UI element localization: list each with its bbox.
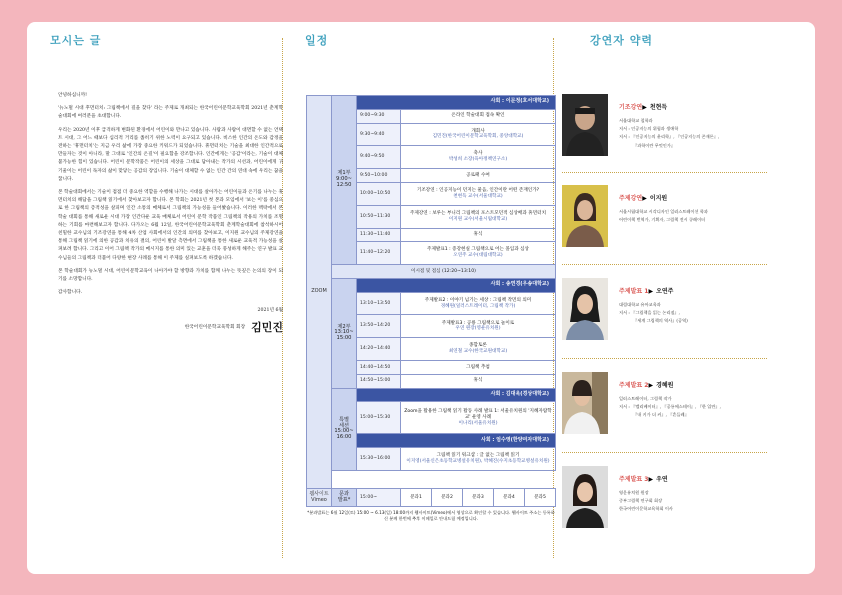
speaker-name: 경혜원	[656, 382, 674, 389]
program-cell	[401, 361, 556, 375]
speaker-desc-line: 중부그림책 연구회 회장	[619, 498, 663, 504]
program-presenter: 박성희 소장(육아정책연구소)	[448, 157, 508, 163]
time-cell: 13:50~14:20	[357, 315, 401, 338]
letter-title: 모시는 글	[50, 34, 102, 47]
time-cell: 9:40~9:50	[357, 146, 401, 169]
speaker-role: 주제발표 3	[619, 476, 649, 483]
program-title: 휴식	[473, 378, 483, 384]
program-title: 주제강연 : 보루는 부니리 그림책의 포스트모던적 심상배과 휴먼터치	[409, 210, 547, 216]
speaker-role: 기조강연	[619, 104, 643, 111]
speaker-desc-line: 저서 : 『그림책을 읽는 논리점』,	[619, 310, 680, 316]
program-title: 주제발표1 : 증강현실 그림책으로 어는 몰입과 심상	[427, 247, 529, 253]
program-title: 종합토론	[469, 343, 487, 349]
letter-signature-block	[58, 320, 283, 334]
speaker-desc-line: 어린이책 번역가, 기획자, 그림책 전시 큐레이터	[619, 217, 706, 223]
speaker-desc-line: 저서 : 『인공지능의 윤리학』, 『인공지능의 존재론』,	[619, 134, 720, 140]
time-cell: 15:00~15:30	[357, 402, 401, 434]
speaker-divider	[562, 264, 767, 265]
speaker-photo	[562, 185, 608, 247]
speaker-card	[562, 372, 767, 452]
program-cell	[401, 374, 556, 388]
invitation-letter	[58, 92, 283, 332]
speaker-desc-line: 서울시립대학교 시각디자인 일러스트레이션 학과	[619, 209, 708, 214]
speaker-photo	[562, 372, 608, 434]
session3-header-a: 사회 : 김대욱(경상대학교)	[357, 388, 556, 402]
session1-header: 사회 : 이문정(호서대학교)	[357, 96, 556, 110]
time-cell: 10:00~10:50	[357, 182, 401, 205]
breakout-room: 분과4	[493, 489, 524, 507]
lunch-row: 이시점 및 점심 (12:20~13:10)	[332, 265, 556, 279]
program-presenter: 천현득 교수(서울대학교)	[453, 193, 503, 199]
speaker-card	[562, 278, 767, 358]
program-presenter: 오연주 교수(대림대학교)	[453, 253, 503, 259]
time-cell: 11:30~11:40	[357, 228, 401, 242]
letter-greeting: 안녕하십니까!	[58, 93, 88, 98]
speaker-divider	[562, 452, 767, 453]
time-cell: 14:50~15:00	[357, 374, 401, 388]
speaker-desc-line: 대림대학교 유아교육과	[619, 302, 661, 307]
speaker-name: 이지원	[649, 195, 668, 202]
speaker-desc-line: 영운유치원 원장	[619, 490, 649, 495]
program-presenter: 이지원 교수(서울시립대학교)	[448, 216, 508, 222]
letter-org: 한국어린이문학교육학회 회장	[184, 324, 246, 330]
program-cell	[401, 448, 556, 471]
speaker-photo	[562, 278, 608, 340]
program-title: 공로패 수여	[466, 172, 490, 178]
time-cell: 15:30~16:00	[357, 448, 401, 471]
speaker-info: 주제발표 1▶ 오연주 대림대학교 유아교육과 저서 : 『그림책을 읽는 논리점』, 『세계 그림책의 역사』(공역)	[619, 278, 767, 326]
program-title: 축사	[473, 151, 483, 157]
program-title: 주제발표3 : 공룡 그림책으로 놀이로	[441, 320, 515, 326]
program-cell	[401, 146, 556, 169]
program-presenter: 최연철 교수(한국교원대학교)	[448, 349, 508, 355]
speakers-title: 강연자 약력	[590, 34, 653, 47]
schedule-table	[306, 95, 556, 507]
speaker-desc-line: 서울대학교 철학과	[619, 118, 653, 123]
session1-label: 제1부 9:00~ 12:50	[332, 96, 357, 265]
speaker-photo	[562, 94, 608, 156]
program-title: Zoom을 활용한 그림책 읽기 활동 사례 발표 1: 서울유치원의 '지혜자람학교' 운영 사례	[404, 409, 552, 420]
program-title: 그림책 추첨	[466, 364, 490, 370]
breakout-room: 분과2	[431, 489, 462, 507]
letter-signature: 김민진	[251, 320, 283, 334]
poster-label: 문과 발표*	[332, 489, 357, 507]
program-cell	[401, 402, 556, 434]
session2-header: 사회 : 송연경(우송대학교)	[357, 278, 556, 292]
session3-label: 특별 세션 15:00~ 16:00	[332, 388, 357, 470]
program-title: 그림책 읽기 워크샵 : 글 없는 그림책 읽기	[436, 453, 520, 459]
speaker-photo	[562, 466, 608, 528]
time-cell: 11:40~12:20	[357, 242, 401, 265]
speaker-desc-line: 저서 : 『엘리베이터』, 『공룡에스테이』, 『한 입만』,	[619, 404, 721, 410]
breakout-room: 분과1	[401, 489, 432, 507]
letter-paragraph: 본 학술대회에서는 기술이 점점 더 중요한 역할을 수행해 나가는 시대를 살아가는 어린이들과 온기를 나누는 휴먼터치의 해답을 그림책 읽기에서 찾아보고자 합니다. 본 학회는 2021년 첫 본과 모임에서 '보는 이'를 중심으로 한 그림책의 층적성을 살피며 인간 소통의 매체로서 그림책의 가능성을 들어봤습니다. 이러한 맥락에서 본 학술 대회를 통해 새로운 시대 가장 인간다운 교육 매체로서 어린이 문학 작품인 그림책의 작용의 가치를 조명하는 기회를 마련해보고자 합니다. 다가오는 6월 12일, 한국어린이문학교육학회 춘계학술대회에 참석하시어 친밀한 교수님의 기조강연을 통해 4차 산업 사회에서의 인간의 의미를 찾아보고, 이지원 교수님의 주제강연을 통해 그림책 읽기에 의한 공감과 치유의 결의, 어린이 발달 측면에서 그림책을 통한 새로운 교육적 가능성을 살펴보려 합니다. 그리고 이어 그림책 작가의 메시지를 통한 의미 있는 교훈을 더욱 풍성하게 해주는 연구 발표 교수님들의 그림책과 더불어 다양한 현장 사례를 통해 이 주제를 실펴보도록 하겠습니다.	[58, 190, 283, 261]
program-title: 주제발표2 : 이야기 넘기는 세상 : 그림책 작먼의 의미	[424, 297, 532, 303]
speaker-info: 기조강연▶ 천현득 서울대학교 철학과 저서 : 인공지능의 위험과 생애학 저서 : 『인공지능의 윤리학』, 『인공지능의 존재론』, 『과학이란 무엇인가』	[619, 94, 767, 150]
letter-paragraph: 우리는 2020년 이후 급격하게 변화된 환경에서 어린이와 만나고 있습니다. 사람과 사람이 대면할 수 없는 언택트 시대, 그 어느 때보다 심리적 거리를 좁히기 위한 노력이 요구되고 있습니다. 비스한 인간의 온도와 감정을 전하는 '휴먼터치'는 지금 우리 삶에 가장 중요한 키워드가 되었습니다. 휴먼터치는 기술을 최대한 인간적으로 만들자는 것이 아니라, 말 그대로 '인간의 온길'이 필요함을 강조합니다. 인간에게는 '공감'이라는, 기술이 대체 불가능한 힘이 있습니다. 어린이 문학작품은 어린이의 세상을 그대로 담아내는 작가의 시선과, 어린이에게 귀 기울이는 어린이 독자의 삶이 맞닿는 공감의 장입니다. 기술이 대체할 수 없는 인간 간의 연대 속에 우리는 꿈을 꿉니다.	[58, 127, 283, 182]
program-cell	[401, 315, 556, 338]
letter-paragraph: 감사합니다.	[58, 290, 83, 296]
schedule-title: 일정	[305, 34, 329, 47]
letter-paragraph: '뉴노멀 시대 후먼터치: 그림책에서 길을 찾다' 라는 주제로 개최되는 한국어린이문학교육학회 2021년 춘계학술대회에 여러분을 초대합니다.	[58, 106, 283, 120]
time-cell: 14:20~14:40	[357, 338, 401, 361]
program-cell	[401, 169, 556, 183]
speaker-name: 천현득	[649, 104, 668, 111]
breakout-room: 분과5	[524, 489, 555, 507]
time-cell: 10:50~11:30	[357, 205, 401, 228]
speaker-divider	[562, 172, 767, 173]
speaker-info: 주제발표 2▶ 경혜원 일러스트레이터, 그림책 작가 저서 : 『엘리베이터』, 『공룡에스테이』, 『한 입만』, 『내 키가 더 커』, 『흔들레』	[619, 372, 767, 420]
program-title: 휴식	[473, 232, 483, 238]
speaker-role: 주제발표 1	[619, 288, 649, 295]
program-cell	[401, 109, 556, 123]
speaker-info: 주제발표 3▶ 우연 영운유치원 원장 중부그림책 연구회 회장 한국어린이문학교육학회 이사	[619, 466, 767, 514]
speaker-desc-line: 한국어린이문학교육학회 이사	[619, 506, 673, 512]
program-cell	[401, 292, 556, 315]
speaker-role: 주제발표 2	[619, 382, 649, 389]
speaker-card	[562, 466, 767, 546]
program-presenter: 김민진(한국어린이문학교육학회, 중앙대학교)	[432, 134, 524, 140]
time-cell: 9:00~9:30	[357, 109, 401, 123]
program-cell	[401, 123, 556, 146]
program-cell	[401, 228, 556, 242]
speaker-info: 주제강연▶ 이지원 서울시립대학교 시각디자인 일러스트레이션 학과 어린이책 번역가, 기획자, 그림책 전시 큐레이터	[619, 185, 767, 224]
speaker-role: 주제강연	[619, 195, 643, 202]
time-cell: 9:30~9:40	[357, 123, 401, 146]
program-cell	[401, 338, 556, 361]
speaker-name: 우연	[656, 476, 668, 483]
breakout-room: 분과3	[462, 489, 493, 507]
program-presenter: 이나리(서울유치원)	[458, 420, 498, 426]
program-cell	[401, 242, 556, 265]
speaker-desc-line: 일러스트레이터, 그림책 작가	[619, 396, 672, 401]
speaker-desc-line: 저서 : 인공지능의 위험과 생애학	[619, 126, 679, 132]
zoom-label: ZOOM	[307, 96, 332, 489]
program-title: 기조강연 : 인공지능이 던지는 물음, 인간이란 어떤 존재인가?	[416, 188, 540, 194]
speaker-desc-line: 『내 키가 더 커』, 『흔들레』	[633, 412, 689, 418]
letter-date: 2021년 6월	[257, 308, 283, 314]
letter-paragraph: 본 학술대회가 뉴노멀 시대, 어린이문학교육이 나아가야 할 방향과 가치를 함께 나누는 뜻깊은 논의의 장이 되기를 소망합니다.	[58, 268, 283, 283]
speaker-card	[562, 185, 767, 265]
vimeo-label: 웹사이트 Vimeo	[307, 489, 332, 507]
speaker-divider	[562, 358, 767, 359]
program-cell	[401, 205, 556, 228]
program-title: 온라인 학술대회 접속 확인	[451, 113, 505, 119]
schedule-note: *분과발표는 6월 12일(토) 15:00 ~ 6.13(일) 18:00까지 웹사이트(Vimeo)에서 영상으로 확인할 수 있습니다. 웹사이트 주소는 등록하신 분께 한번에 추후 이메일로 안내드릴 예정입니다.	[307, 510, 555, 522]
program-title: 개회사	[471, 128, 485, 134]
program-cell	[401, 182, 556, 205]
speaker-card	[562, 94, 767, 174]
program-presenter: 이지영(서울신은초등학교병설유치원), 박혜진(수지초등학교병설유치원)	[406, 459, 550, 464]
session3-header-b: 사회 : 엄수영(한양여자대학교)	[357, 434, 556, 448]
program-presenter: 경혜원(일러스트레이터, 그림책 작가)	[440, 303, 516, 309]
session2-label: 제2부 13:10~ 15:00	[332, 278, 357, 388]
speaker-desc-line: 『과학이란 무엇인가』	[633, 142, 676, 148]
poster-time: 15:00~	[357, 489, 401, 507]
program-presenter: 우연 원장(영운유치원)	[455, 326, 501, 332]
speaker-name: 오연주	[656, 288, 674, 295]
time-cell: 14:40~14:50	[357, 361, 401, 375]
time-cell: 9:50~10:00	[357, 169, 401, 183]
speaker-desc-line: 『세계 그림책의 역사』(공역)	[633, 318, 688, 324]
time-cell: 13:10~13:50	[357, 292, 401, 315]
